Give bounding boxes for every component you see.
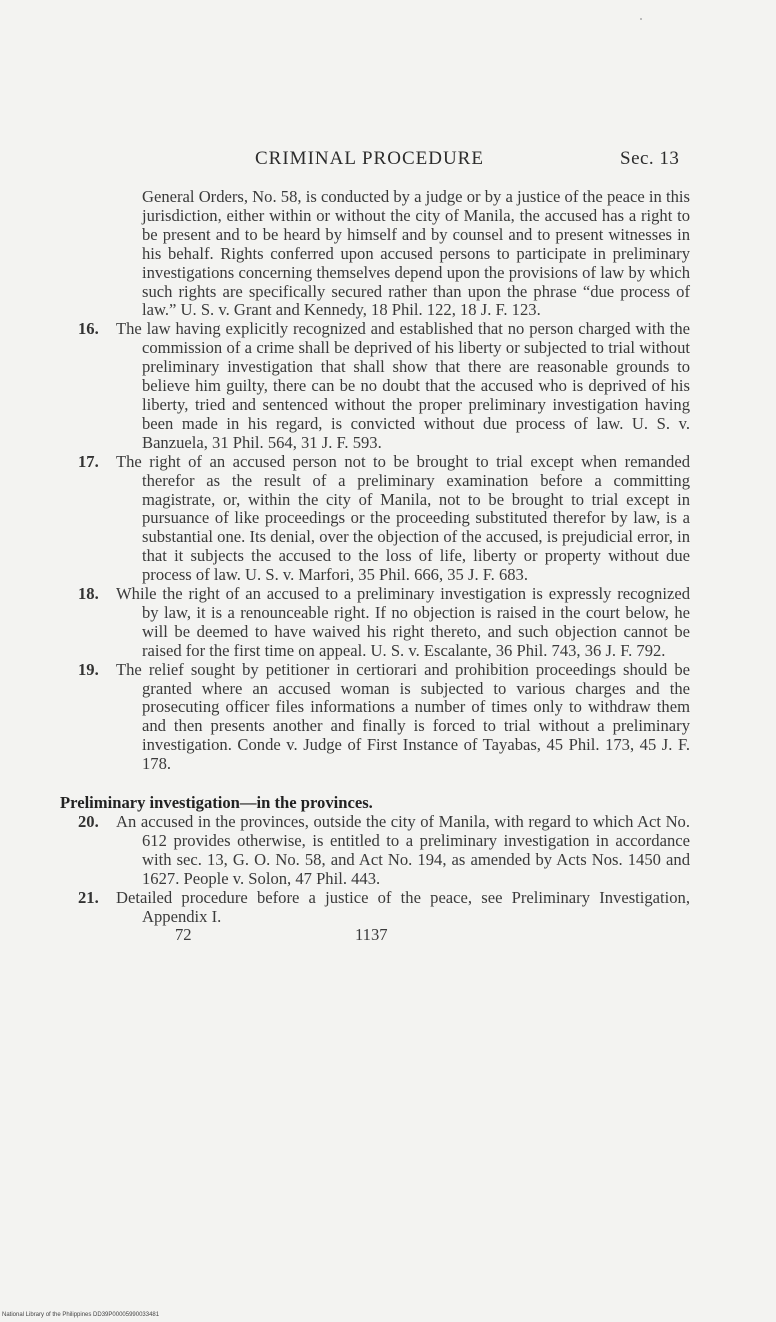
item-text: While the right of an accused to a preliminary investigation is expressly recognized by law, it is a renounceable right. If no objection is raised in the court below, he will be deemed to have waived his right thereto, and such objection cannot be raised for the first time on appeal. U. S. v. Escalante, 36 Phil. 743, 36 J. F. 792. (116, 584, 690, 660)
item-number: 17. (78, 451, 99, 471)
annotation-item-19 (60, 661, 690, 774)
section-subheading: Preliminary investigation—in the provinces. (60, 793, 373, 813)
annotation-item-18 (60, 585, 690, 661)
folio-right: 1137 (355, 925, 388, 945)
annotation-item-21 (60, 889, 690, 927)
running-header (0, 148, 776, 172)
item-number: 21. (78, 887, 99, 907)
folio-left: 72 (175, 925, 192, 945)
annotation-item-16 (60, 320, 690, 452)
library-footer: National Library of the Philippines DD39P00005990033481 (2, 1312, 160, 1318)
page-body (60, 188, 690, 945)
item-text: The right of an accused person not to be brought to trial except when remanded therefor as the result of a preliminary examination before a committing magistrate, or, within the city of Manila, not to be brought to trial except in pursuance of like proceedings or the proceeding substituted therefor by law, is a substantial one. Its denial, over the objection of the accused, is prejudicial error, in that it subjects the accused to the loss of life, liberty or property without due process of law. U. S. v. Marfori, 35 Phil. 666, 35 J. F. 683. (116, 451, 690, 585)
item-number: 19. (78, 659, 99, 679)
intro-paragraph: General Orders, No. 58, is conducted by a judge or by a justice of the peace in this jurisdiction, either within or without the city of Manila, the accused has a right to be present and to be heard by himself and by counsel and to present witnesses in his behalf. Rights conferred upon accused persons to participate in preliminary investigations concerning themselves depend upon the provisions of law by which such rights are specifically secured rather than upon the phrase “due process of law.” U. S. v. Grant and Kennedy, 18 Phil. 122, 18 J. F. 123. (142, 187, 690, 320)
item-number: 20. (78, 812, 99, 831)
item-text: The law having explicitly recognized and established that no person charged with the commission of a crime shall be deprived of his liberty or subjected to trial without preliminary investigation that shall show that there are reasonable grounds to believe him guilty, there can be no doubt that the accused who is deprived of his liberty, tried and sentenced without the proper preliminary investigation having been made in his regard, is convicted without due process of law. U. S. v. Banzuela, 31 Phil. 564, 31 J. F. 593. (116, 319, 690, 452)
item-text: Detailed procedure before a justice of the peace, see Preliminary Investigation, Appendix I. (116, 887, 690, 926)
item-text: An accused in the provinces, outside the city of Manila, with regard to which Act No. 612 provides otherwise, is entitled to a preliminary investigation in accordance with sec. 13, G. O. No. 58, and Act No. 194, as amended by Acts Nos. 1450 and 1627. People v. Solon, 47 Phil. 443. (116, 812, 690, 888)
scan-speck (640, 18, 642, 20)
header-section: Sec. 13 (620, 148, 680, 169)
annotation-item-20 (60, 813, 690, 889)
item-text: The relief sought by petitioner in certiorari and prohibition proceedings should be granted where an accused woman is subjected to various charges and the prosecuting officer files informations a number of times only to withdraw them and then presents another and finally is forced to trial without a preliminary investigation. Conde v. Judge of First Instance of Tayabas, 45 Phil. 173, 45 J. F. 178. (116, 659, 690, 774)
annotation-item-17 (60, 453, 690, 585)
item-number: 18. (78, 584, 99, 604)
item-number: 16. (78, 319, 99, 339)
page-folio (60, 926, 690, 945)
header-title: CRIMINAL PROCEDURE (255, 148, 484, 169)
